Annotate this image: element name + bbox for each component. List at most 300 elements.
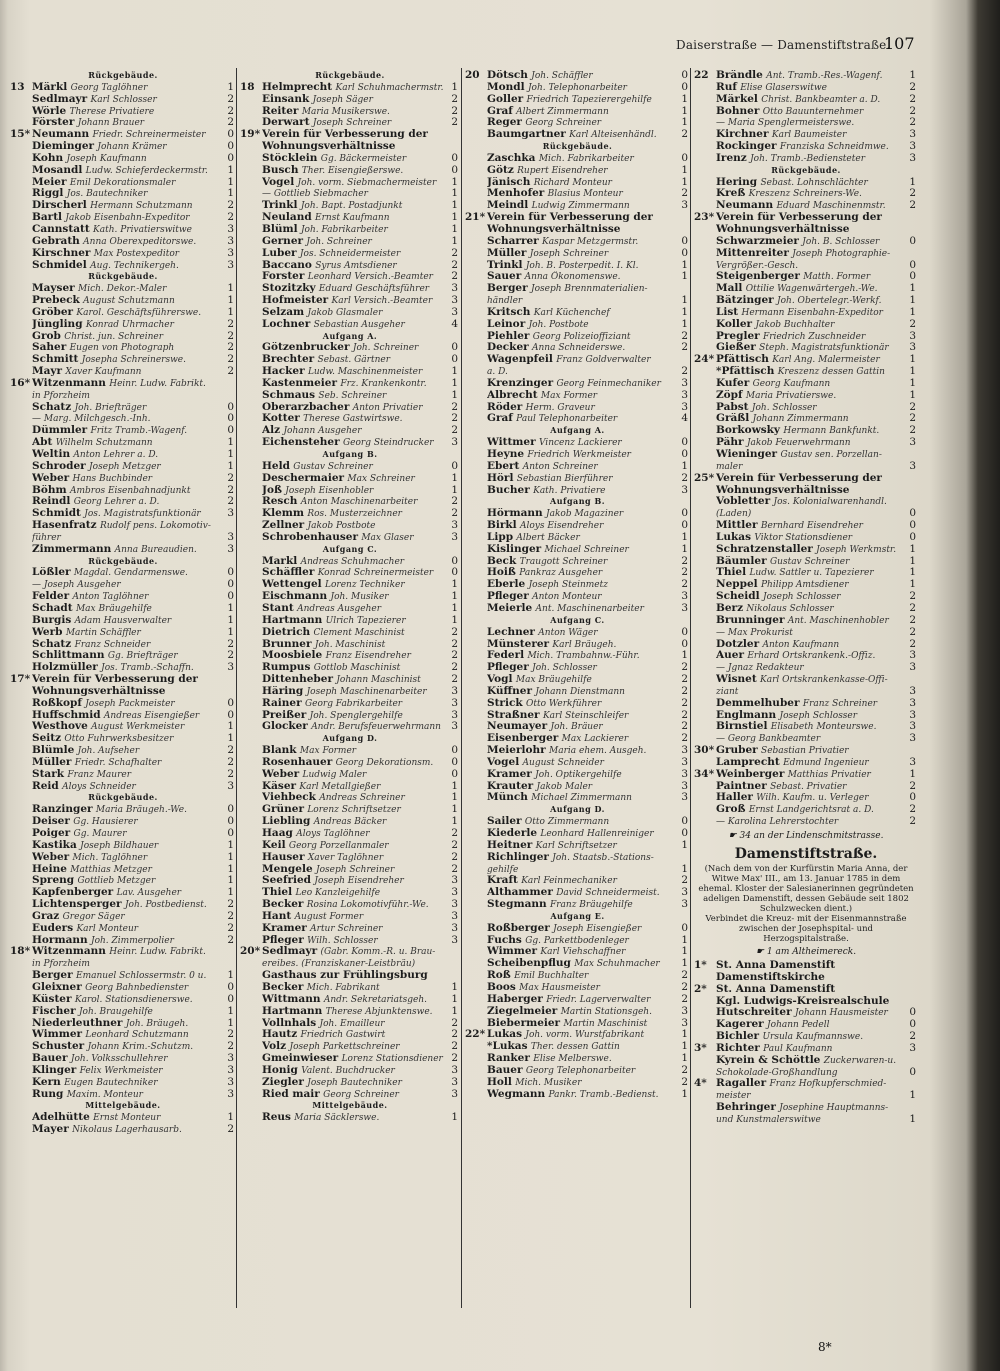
entry-text	[262, 852, 448, 864]
house-number: 24*	[694, 354, 715, 366]
resident-entry	[10, 567, 236, 579]
entry-text	[487, 733, 678, 745]
surname: Krenzinger	[487, 377, 554, 389]
resident-entry	[694, 733, 918, 745]
floor-number: 2	[681, 1064, 688, 1076]
surname: Forster	[262, 271, 305, 283]
surname: Dieminger	[32, 141, 95, 153]
floor-number: 1	[451, 212, 458, 224]
entry-text	[716, 615, 906, 627]
surname: Blüml	[262, 223, 298, 235]
surname: Hofmeister	[262, 295, 329, 307]
entry-text	[32, 354, 224, 366]
resident-entry	[465, 852, 690, 864]
floor-number: 3	[451, 887, 458, 899]
resident-entry	[465, 1077, 690, 1089]
floor-number: 3	[227, 662, 234, 674]
floor-number: 2	[227, 650, 234, 662]
resident-entry	[10, 650, 236, 662]
resident-entry	[694, 816, 918, 828]
surname: Brechter	[262, 354, 315, 366]
surname: Wittmann	[262, 993, 321, 1005]
floor-number: 2	[451, 839, 458, 851]
description: Joh. Schlosser	[532, 663, 597, 674]
resident-entry	[465, 449, 690, 461]
description: Joh. Bapt. Postadjunkt	[300, 201, 403, 212]
resident-entry	[694, 307, 918, 319]
entry-text	[262, 283, 448, 295]
entry-text	[262, 141, 448, 153]
floor-number: 0	[681, 638, 688, 650]
resident-entry	[694, 1055, 918, 1067]
surname: Niederleuthner	[32, 1017, 123, 1029]
floor-number: 2	[451, 259, 458, 271]
organization-entry	[10, 674, 236, 686]
surname: Küster	[32, 993, 72, 1005]
floor-number: 2	[681, 555, 688, 567]
description: Jos. Tramb.-Schaffn.	[101, 663, 194, 674]
surname: Jüngling	[32, 318, 83, 330]
surname: Zimmermann	[32, 543, 112, 555]
resident-entry	[240, 94, 460, 106]
entry-text	[262, 165, 448, 177]
floor-number: 3	[451, 709, 458, 721]
surname: Liebling	[262, 816, 311, 828]
resident-entry	[240, 402, 460, 414]
resident-entry	[10, 887, 236, 899]
entry-text	[32, 935, 224, 947]
resident-entry	[465, 946, 690, 958]
entry-text	[716, 248, 906, 260]
description: Johann Dienstmann	[535, 686, 625, 697]
floor-number: 2	[909, 93, 916, 105]
surname: Wisnet	[716, 674, 757, 686]
resident-entry	[240, 923, 460, 935]
surname: Förster	[32, 117, 75, 129]
description: Ernst Landgerichtsrat a. D.	[748, 805, 874, 816]
entry-text	[32, 1018, 224, 1030]
description: Ther. Eisengießerswe.	[301, 165, 404, 176]
floor-number: 3	[227, 235, 234, 247]
entry-text	[487, 390, 678, 402]
resident-entry	[240, 390, 460, 402]
entry-text	[262, 342, 448, 354]
entry-text	[716, 1007, 906, 1019]
floor-number: 2	[909, 425, 916, 437]
resident-entry	[694, 710, 918, 722]
floor-number: 1	[681, 863, 688, 875]
floor-number: 0	[681, 828, 688, 839]
floor-number: 1	[451, 993, 458, 1005]
entry-text	[487, 781, 678, 793]
house-number: 4*	[694, 1078, 707, 1090]
entry-text	[262, 911, 448, 923]
entry-text	[716, 1019, 906, 1031]
entry-text	[487, 1065, 678, 1077]
description: Otto Werkführer	[525, 698, 602, 709]
floor-number: 3	[451, 1088, 458, 1100]
resident-entry	[465, 1029, 690, 1041]
entry-text	[32, 532, 224, 544]
resident-entry	[240, 354, 460, 366]
surname: Decker	[487, 342, 529, 354]
resident-entry	[465, 816, 690, 828]
description: Eduard Maschinenmstr.	[776, 201, 886, 212]
entry-text	[262, 354, 448, 366]
description: Karl Schlosser	[90, 94, 157, 105]
house-number: 1*	[694, 960, 707, 971]
surname: Rosenhauer	[262, 756, 333, 768]
entry-text	[487, 698, 678, 710]
floor-number: 1	[227, 721, 234, 733]
description: Matthias Privatier	[787, 769, 871, 780]
description: Maxim. Monteur	[66, 1089, 143, 1100]
resident-entry	[465, 165, 690, 177]
description: Joseph Kaufmann	[66, 153, 147, 164]
resident-entry	[10, 804, 236, 816]
floor-number: 2	[909, 614, 916, 626]
entry-text	[32, 461, 224, 473]
description: Konrad Uhrmacher	[85, 319, 174, 330]
surname: Schadt	[32, 602, 73, 614]
floor-number: 1	[451, 235, 458, 247]
surname: Götzenbrucker	[262, 342, 350, 354]
surname: Haberger	[487, 993, 543, 1005]
floor-number: 1	[227, 863, 234, 875]
entry-text	[32, 283, 224, 295]
description: Nikolaus Schlosser	[746, 603, 834, 614]
surname: Scheidl	[716, 591, 760, 603]
resident-entry	[240, 567, 460, 579]
description: Hermann Eisenbahn-Expeditor	[741, 307, 883, 318]
floor-number: 1	[227, 614, 234, 626]
organization-entry	[10, 686, 236, 698]
floor-number: 2	[681, 1076, 688, 1088]
surname: Joß	[262, 484, 282, 496]
house-number: 18	[240, 81, 255, 93]
resident-entry	[240, 556, 460, 568]
floor-number: 3	[909, 460, 916, 472]
floor-number: 0	[227, 804, 234, 816]
entry-text	[487, 544, 678, 556]
resident-entry	[10, 331, 236, 343]
surname: Märkl	[32, 81, 68, 93]
surname: Witzenmann	[32, 377, 106, 389]
resident-entry	[10, 342, 236, 354]
description: Viktor Stationsdiener	[754, 532, 853, 543]
description: Joh. Schreiner	[352, 343, 419, 354]
resident-entry	[694, 544, 918, 556]
resident-entry	[10, 840, 236, 852]
surname: Birkl	[487, 520, 517, 532]
surname: Lukas	[716, 531, 752, 543]
description: Josepha Schreinerswe.	[81, 355, 186, 366]
floor-number: 0	[681, 508, 688, 520]
surname: Weber	[32, 472, 70, 484]
floor-number: 2	[451, 401, 458, 413]
description: Paul Telephonarbeiter	[516, 414, 618, 425]
resident-entry	[694, 520, 918, 532]
surname: Rockinger	[716, 141, 777, 153]
surname: Leinor	[487, 318, 526, 330]
entry-text	[262, 710, 448, 722]
resident-entry	[465, 461, 690, 473]
surname: Wohnungsverhältnisse	[32, 685, 166, 697]
entry-text	[32, 698, 224, 710]
entry-text	[716, 650, 906, 662]
surname: Blümle	[32, 745, 75, 757]
resident-entry	[10, 1065, 236, 1077]
entry-text	[32, 923, 224, 935]
floor-number: 4	[451, 318, 458, 330]
resident-entry	[465, 556, 690, 568]
entry-text	[716, 721, 906, 733]
surname: Meier	[32, 176, 67, 188]
resident-entry	[10, 129, 236, 141]
surname: Adelhütte	[32, 1112, 90, 1124]
house-number: 2*	[694, 983, 707, 995]
description: Emanuel Schlossermstr. 0 u.	[76, 971, 207, 982]
surname: Ziegler	[262, 1076, 304, 1088]
floor-number: 0	[681, 816, 688, 828]
floor-number: 3	[227, 508, 234, 520]
entry-text	[487, 331, 678, 343]
section-heading	[465, 141, 690, 153]
description: Joh. Schreiner	[306, 236, 372, 247]
surname: Euders	[32, 922, 74, 934]
house-number: 13	[10, 81, 25, 93]
floor-number: 1	[681, 176, 688, 188]
resident-entry	[465, 970, 690, 982]
entry-text	[32, 342, 224, 354]
floor-number: 1	[227, 1017, 234, 1029]
resident-entry	[240, 899, 460, 911]
floor-number: 0	[681, 437, 688, 449]
description: Anton Monteur	[532, 592, 602, 603]
entry-text	[32, 425, 224, 437]
surname: Blank	[262, 745, 297, 757]
resident-entry	[240, 378, 460, 390]
description: Gg. Bäckermeister	[320, 153, 407, 164]
resident-entry	[465, 378, 690, 390]
resident-entry	[240, 165, 460, 177]
organization-entry	[465, 224, 690, 236]
entry-text	[262, 224, 448, 236]
surname: Wohnungsverhältnisse	[262, 141, 396, 153]
floor-number: 0	[451, 756, 458, 768]
surname: Kramer	[262, 922, 307, 934]
description: Leonhard Schutzmann	[85, 1030, 189, 1041]
surname: Mayr	[32, 366, 63, 378]
resident-entry	[465, 295, 690, 307]
organization-entry	[465, 212, 690, 224]
description: Max Former	[540, 390, 598, 401]
section-heading	[465, 425, 690, 437]
resident-entry	[240, 177, 460, 189]
surname: Birnstiel	[716, 721, 768, 733]
description: Eugen Bautechniker	[64, 1077, 158, 1088]
resident-entry	[465, 1018, 690, 1030]
description: Jakob Glasmaler	[307, 307, 383, 318]
surname: Schmitt	[32, 354, 79, 366]
surname: Volz	[262, 1041, 287, 1053]
resident-entry	[694, 1114, 918, 1126]
resident-entry	[465, 520, 690, 532]
description: Ernst Kaufmann	[315, 213, 390, 224]
resident-entry	[465, 603, 690, 615]
surname: List	[716, 306, 739, 318]
floor-number: 2	[909, 200, 916, 212]
surname: Roßberger	[487, 922, 550, 934]
entry-text	[262, 129, 448, 141]
surname: Dittenheber	[262, 674, 333, 686]
house-number: 20	[465, 70, 480, 81]
floor-number: 2	[681, 685, 688, 697]
surname: Hutschreiter	[716, 1007, 792, 1019]
surname: Brändle	[716, 70, 763, 81]
description: Karl Alteisenhändl.	[569, 130, 657, 141]
entry-text	[32, 1041, 224, 1053]
description: Joh. Braugehilfe	[78, 1006, 153, 1017]
floor-number: 1	[681, 1041, 688, 1053]
floor-number: 0	[909, 235, 916, 247]
description: Georg Schreiner	[323, 1089, 399, 1100]
surname: Haller	[716, 792, 753, 804]
surname: Kotter	[262, 413, 300, 425]
resident-entry	[694, 177, 918, 189]
house-number: 23*	[694, 212, 715, 224]
floor-number: 0	[909, 1066, 916, 1078]
description: Gg. Hausierer	[73, 817, 138, 828]
surname: Neumayer	[487, 721, 548, 733]
description: Felix Werkmeister	[79, 1065, 163, 1076]
entry-text	[487, 177, 678, 189]
floor-number: 3	[909, 330, 916, 342]
entry-text	[487, 745, 678, 757]
resident-entry	[10, 437, 236, 449]
resident-entry	[10, 781, 236, 793]
resident-entry	[240, 627, 460, 639]
description: Sebast. Gärtner	[317, 355, 391, 366]
surname: Mayer	[32, 1124, 69, 1136]
resident-entry	[10, 958, 236, 970]
surname: Held	[262, 460, 290, 472]
surname: Sauer	[487, 271, 522, 283]
description: Elise Glaserswitwe	[740, 82, 827, 93]
surname: Baumgartner	[487, 129, 566, 141]
resident-entry	[10, 733, 236, 745]
resident-entry	[240, 1006, 460, 1018]
section-heading	[10, 1100, 236, 1112]
cross-reference: ☛ 1 am Altheimereck.	[755, 947, 857, 957]
floor-number: 3	[681, 780, 688, 792]
description: Lorenz Techniker	[325, 580, 405, 591]
resident-entry	[465, 781, 690, 793]
surname: Wettengel	[262, 579, 322, 591]
description: Kaspar Metzgermstr.	[542, 236, 639, 247]
resident-entry	[694, 378, 918, 390]
resident-entry	[240, 508, 460, 520]
floor-number: 3	[909, 342, 916, 354]
description: Max Bräugehilfe	[75, 603, 152, 614]
floor-number: 1	[451, 200, 458, 212]
surname: Sedlmayr	[262, 946, 318, 958]
surname: Grüner	[262, 804, 304, 816]
entry-text	[716, 354, 906, 366]
floor-number: 3	[451, 685, 458, 697]
description: Wilh. Kaufm. u. Verleger	[756, 793, 869, 804]
description: Georg Taglöhner	[70, 82, 148, 93]
surname: Sedlmayr	[32, 93, 88, 105]
description: Joh. Aufseher	[77, 746, 140, 757]
description: Kreszenz dessen Gattin	[777, 367, 885, 378]
entry-text	[262, 248, 448, 260]
floor-number: 2	[227, 768, 234, 780]
description: Joh. vorm. Siebmachermeister	[297, 177, 437, 188]
entry-text	[262, 721, 448, 733]
entry-text	[716, 449, 906, 461]
description: Friedr. Lagerverwalter	[546, 994, 651, 1005]
resident-entry	[465, 473, 690, 485]
entry-text	[32, 710, 224, 722]
surname: Stozitzky	[262, 283, 316, 295]
floor-number: 1	[227, 1005, 234, 1017]
floor-number: 0	[451, 745, 458, 757]
floor-number: 1	[451, 981, 458, 993]
entry-text	[716, 94, 906, 106]
description: Ulrich Tapezierer	[325, 615, 406, 626]
description: (Laden)	[716, 509, 752, 520]
surname: *Pfättisch	[716, 366, 775, 378]
description: Ernst Monteur	[93, 1113, 161, 1124]
resident-entry	[694, 94, 918, 106]
description: Elise Melberswe.	[533, 1054, 612, 1065]
description: Franz Eisendreher	[325, 651, 411, 662]
description: Emil Dekorationsmaler	[69, 177, 176, 188]
surname: Kgl. Ludwigs-Kreisrealschule	[716, 995, 890, 1007]
description: Franz Hofkupferschmied-	[769, 1079, 887, 1090]
floor-number: 2	[451, 247, 458, 259]
description: Martin Schäffler	[65, 627, 141, 638]
resident-entry	[465, 745, 690, 757]
surname: Müller	[32, 756, 72, 768]
entry-text	[32, 911, 224, 923]
description: Joh. Fabrikarbeiter	[300, 224, 388, 235]
resident-entry	[694, 639, 918, 651]
resident-entry	[465, 733, 690, 745]
surname: Brunner	[262, 638, 312, 650]
entry-text	[716, 212, 906, 224]
entry-text	[487, 970, 678, 982]
entry-text	[32, 757, 224, 769]
resident-entry	[240, 579, 460, 591]
organization-entry	[694, 224, 918, 236]
entry-text	[716, 378, 906, 390]
entry-text	[716, 556, 906, 568]
description: — Max Prokurist	[716, 627, 793, 638]
description: Kath. Privatiere	[533, 485, 606, 496]
description: Michael Zimmermann	[531, 793, 632, 804]
surname: Paintner	[716, 780, 767, 792]
entry-text	[262, 1089, 448, 1101]
resident-entry	[240, 982, 460, 994]
description: Syrus Amtsdiener	[315, 260, 397, 271]
resident-entry	[465, 70, 690, 82]
resident-entry	[465, 864, 690, 876]
resident-entry	[240, 307, 460, 319]
resident-entry	[694, 366, 918, 378]
entry-text	[487, 792, 678, 804]
